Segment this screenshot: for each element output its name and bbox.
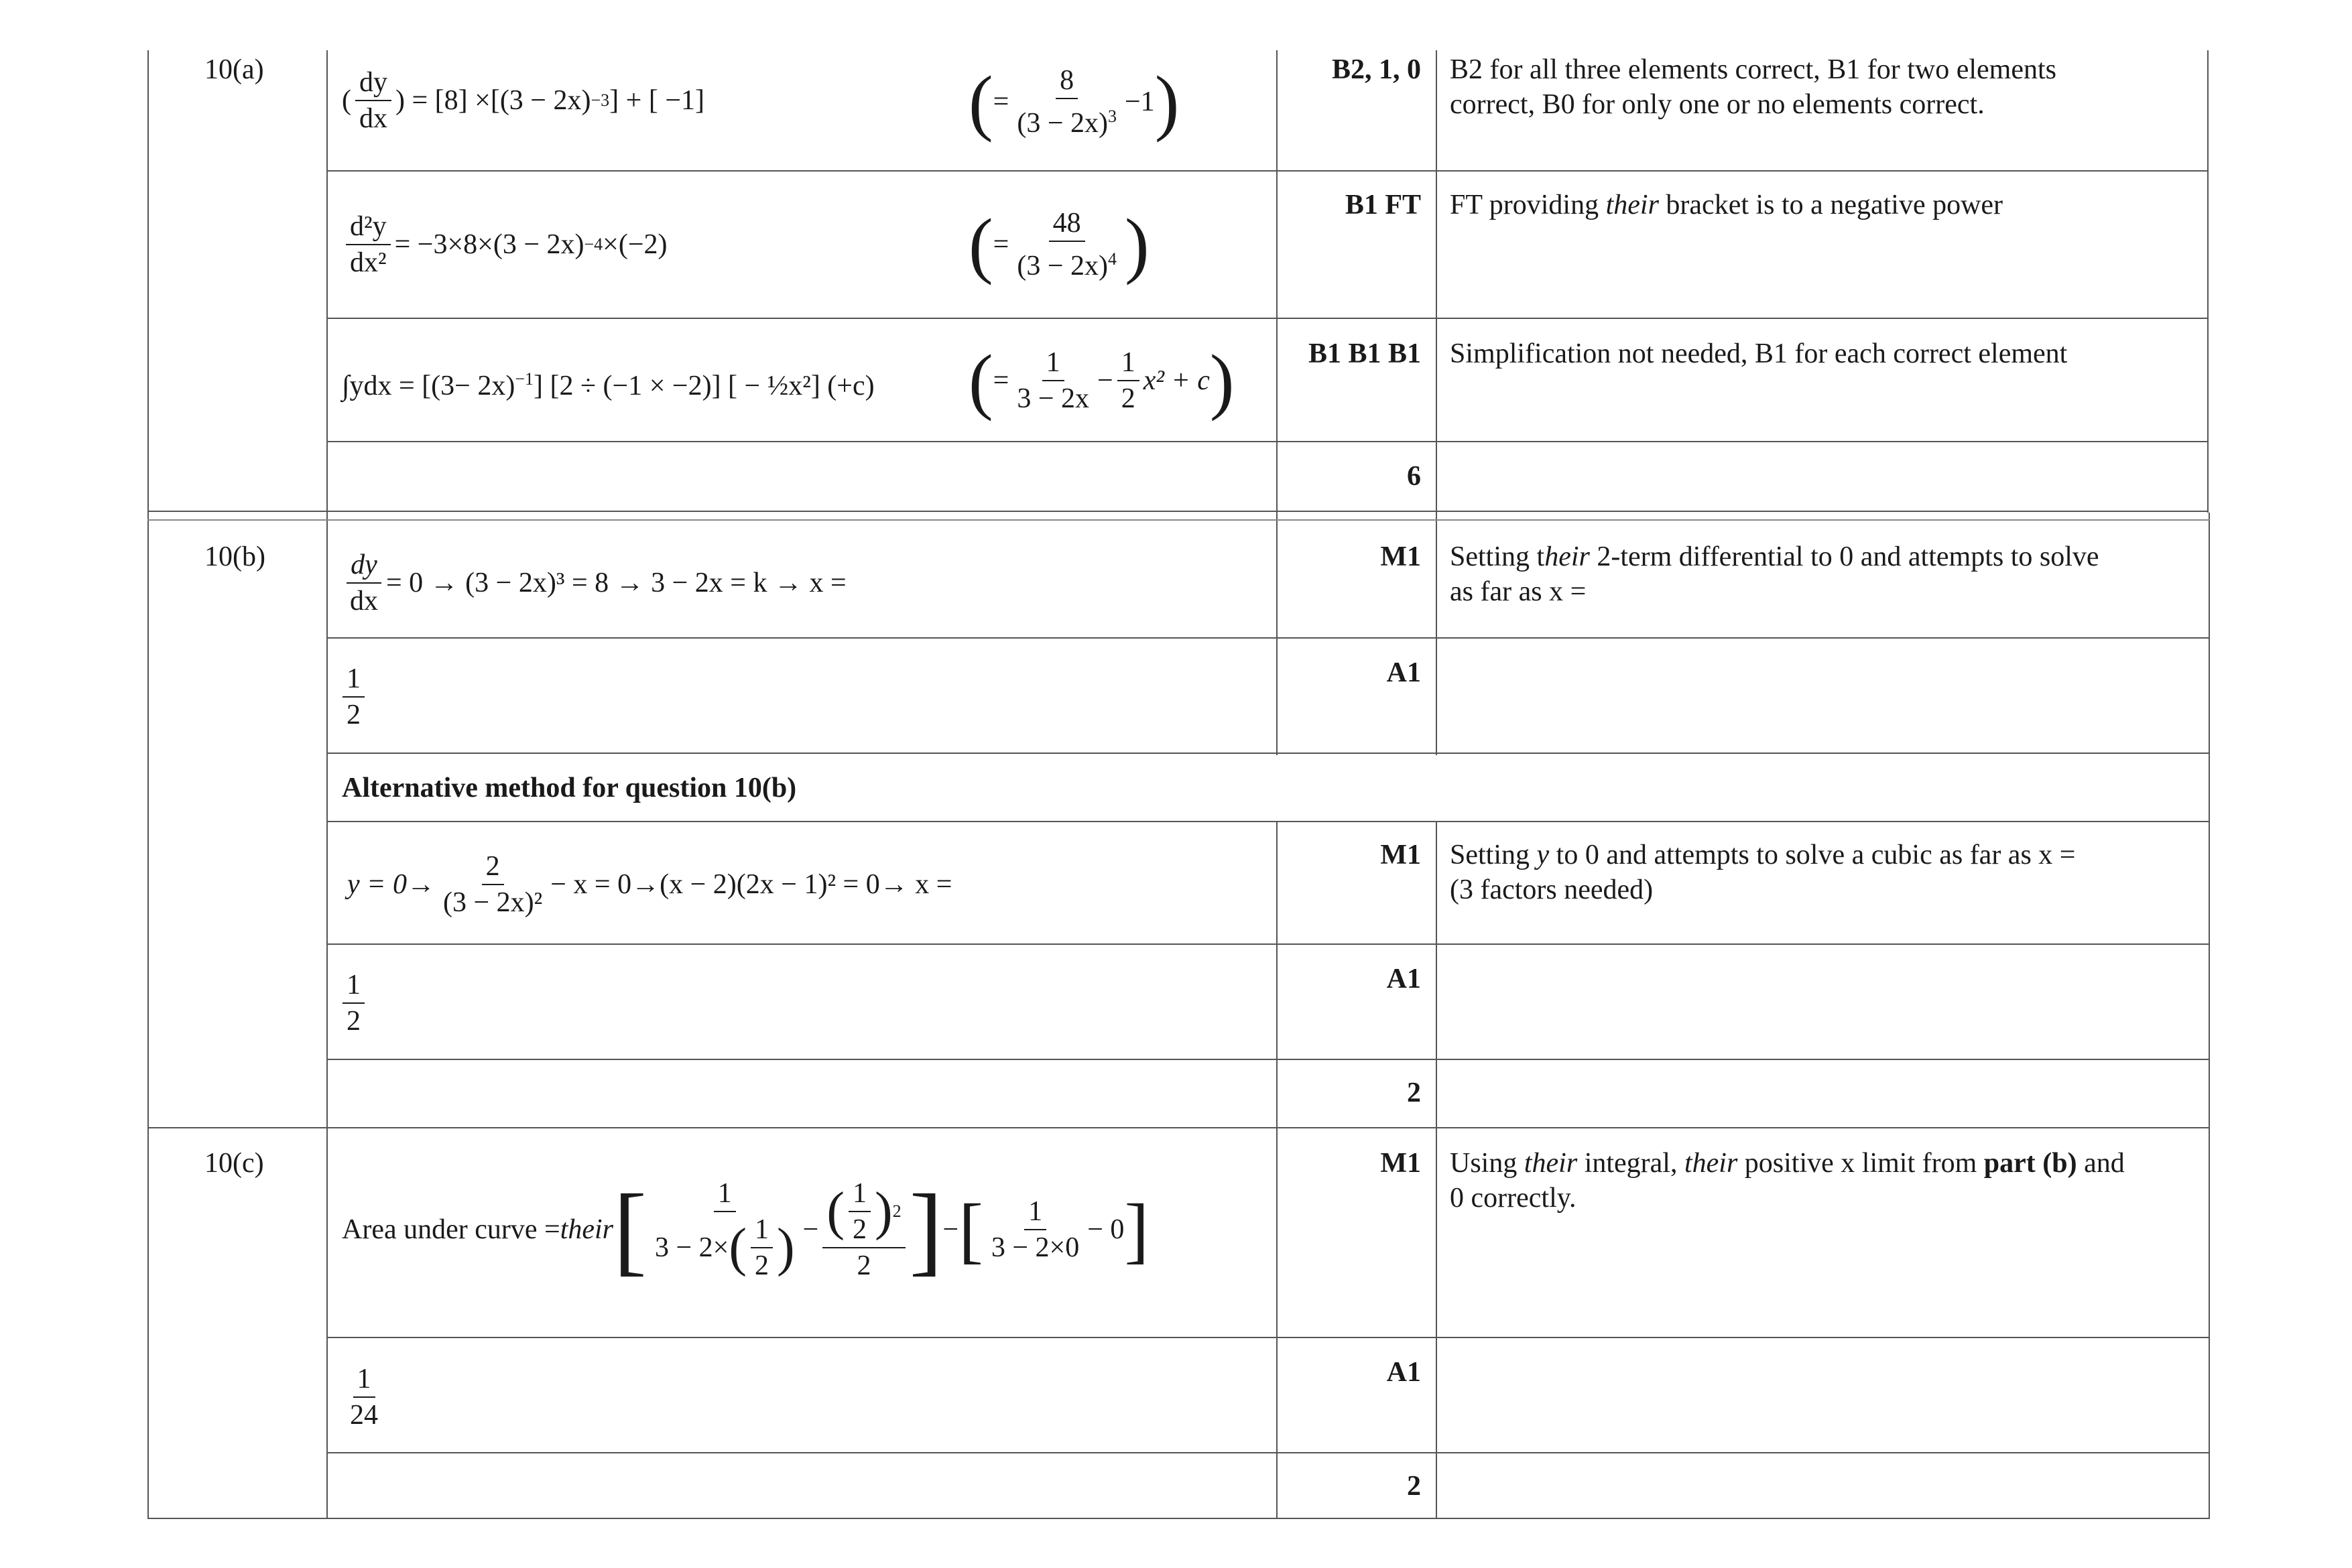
method-10a-3: $\int ydx = [(3- 2x)^{-1}]$ [2 ÷ (−1 × −2)] [ − ½x²] (+c) (342, 369, 875, 401)
row-line (326, 441, 2209, 442)
guidance-10c-1: Using their integral, their positive x limit from part (b) and (1450, 1148, 2125, 1179)
method-10a-1: ( $\frac{dy}{dx}$ ) = [8] ×[(3 − 2x) −3 ] + [ −1] (342, 67, 704, 134)
question-label-10c: 10(c) (204, 1148, 264, 1179)
row-line (326, 170, 2209, 172)
table-border-left-a (147, 50, 149, 513)
row-line (326, 1059, 2210, 1060)
guidance-10a-1: B2 for all three elements correct, B1 for two elements (1450, 54, 2057, 85)
answer-10a-3: ( = $\frac{1}{3 - 2x}$ − $\frac{1}{2}$ x² + c ) (969, 340, 1235, 421)
col-divider-marks-2 (1436, 821, 1437, 1519)
table-bottom-line (147, 1518, 2210, 1519)
guidance-10b-3: Setting y to 0 and attempts to solve a cubic as far as x = (1450, 840, 2076, 870)
section-line (147, 511, 2209, 512)
section-line (147, 1127, 2210, 1128)
guidance-10a-2: FT providing their bracket is to a negative power (1450, 190, 2003, 220)
question-label-10b: 10(b) (204, 541, 265, 572)
mark-10a-3: B1 B1 B1 (1308, 338, 1421, 369)
answer-10a-1: ( = $\frac{8}{(3 - 2x)^3}$ −1 ) (969, 61, 1180, 143)
answer-10b-2: $\frac{1}{2}$ (338, 653, 369, 740)
total-10a: 6 (1407, 461, 1421, 492)
mark-10a-2: B1 FT (1345, 190, 1421, 220)
table-border-left-bc (147, 513, 149, 1519)
mark-10b-3: M1 (1380, 840, 1421, 870)
mark-10c-2: A1 (1386, 1357, 1421, 1388)
guidance-10b-1: Setting their 2-term differential to 0 and attempts to solve (1450, 541, 2099, 572)
guidance-10a-1-line2: correct, B0 for only one or no elements correct. (1450, 89, 1985, 120)
col-divider-answer-2 (1276, 821, 1278, 1519)
alternative-method-title: Alternative method for question 10(b) (342, 773, 797, 803)
mark-10a-1: B2, 1, 0 (1331, 54, 1421, 85)
total-10b: 2 (1407, 1077, 1421, 1108)
table-border-right-a (2207, 50, 2209, 513)
col-divider-answer-1 (1276, 50, 1278, 755)
method-10b-1: $\frac{dy}{dx}$ = 0 → (3 − 2x)³ = 8 → 3 − 2x = k → x = (342, 539, 847, 627)
row-line (326, 637, 2210, 639)
row-line (326, 821, 2210, 822)
mark-10b-1: M1 (1380, 541, 1421, 572)
method-10c-1: Area under curve = their [ 1 3 − 2× ( $\frac{1}{2}$ ) − ( $\frac{1}{2}$ ) 2 2 ] − [ $\frac{1}{3 - 2\times 0}$ − 0 ] (342, 1174, 1150, 1285)
guidance-10a-3: Simplification not needed, B1 for each correct element (1450, 338, 2068, 369)
row-line (326, 318, 2209, 319)
mark-10b-4: A1 (1386, 964, 1421, 994)
mark-10b-2: A1 (1386, 657, 1421, 688)
table-border-right-bc (2209, 513, 2210, 1519)
guidance-10b-3-line2: (3 factors needed) (1450, 874, 1654, 905)
row-line (326, 943, 2210, 945)
answer-10c-2: $\frac{1}{24}$ (350, 1364, 378, 1431)
answer-10a-2: ( = $\frac{48}{(3 - 2x)^4}$ ) (969, 204, 1150, 285)
row-line (326, 1337, 2210, 1338)
answer-10b-4: $\frac{1}{2}$ (338, 960, 369, 1047)
method-10a-2: $\frac{\text{d²y}}{\text{dx²}}$ = −3×8×(3 − 2x) −4 ×(−2) (342, 201, 668, 288)
section-line (147, 519, 2210, 521)
mark-10c-1: M1 (1380, 1148, 1421, 1179)
col-divider-marks-1 (1436, 50, 1437, 755)
row-line (326, 753, 2210, 754)
guidance-10b-1-line2: as far as x = (1450, 576, 1587, 607)
row-line (326, 1452, 2210, 1453)
guidance-10c-1-line2: 0 correctly. (1450, 1183, 1576, 1214)
question-label-10a: 10(a) (204, 54, 264, 85)
col-divider-question (326, 50, 328, 1519)
method-10b-alt: y = 0→ $\frac{2}{\text{(3 − 2x)²}}$ − x = 0→(x − 2)(2x − 1)² = 0→ x = (347, 851, 952, 918)
total-10c: 2 (1407, 1471, 1421, 1502)
